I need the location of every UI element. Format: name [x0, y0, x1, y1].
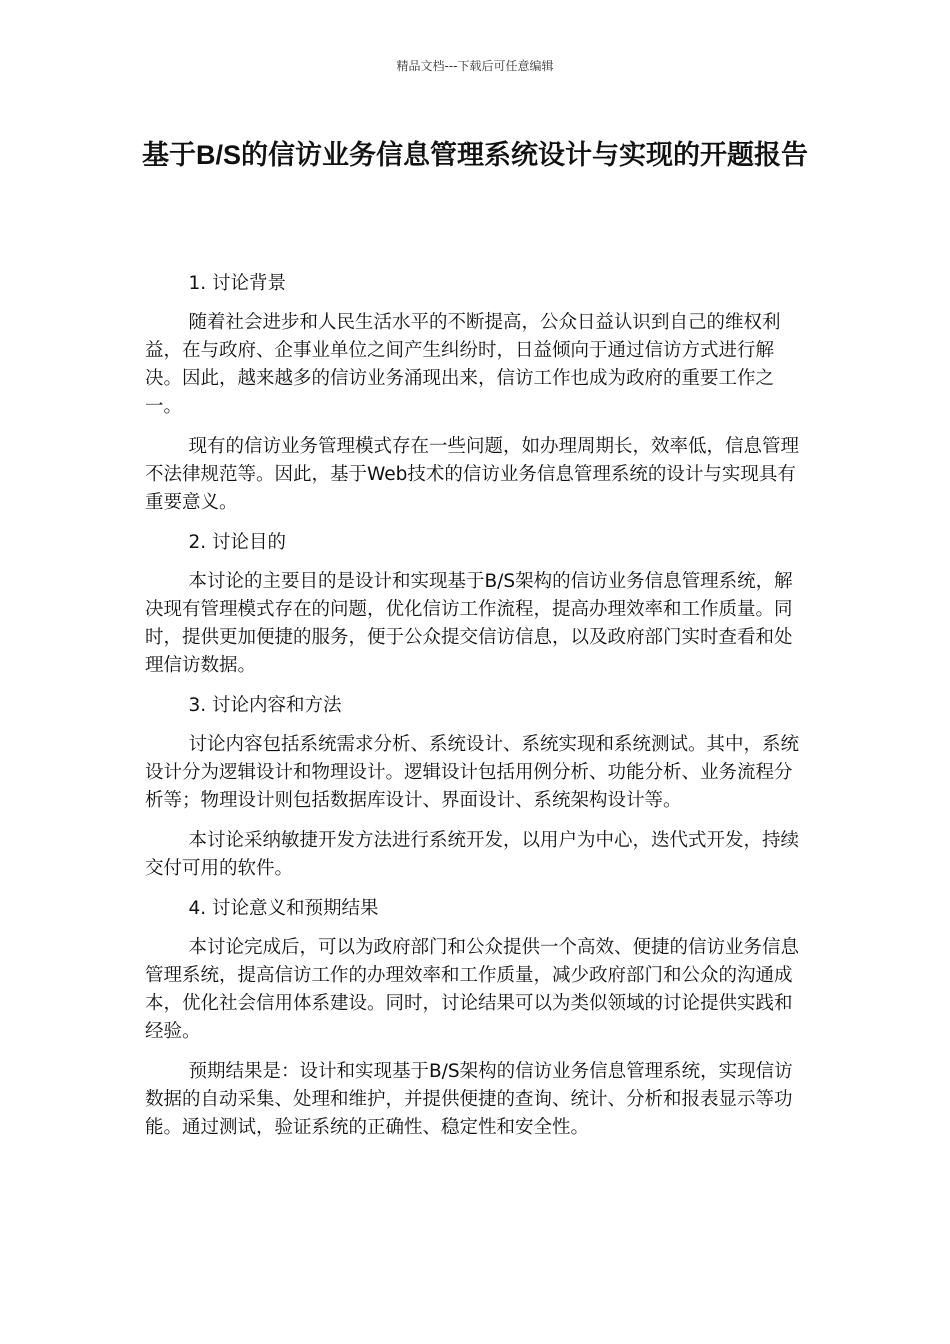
section-heading-significance-results: 4. 讨论意义和预期结果 — [188, 898, 379, 919]
paragraph: 本讨论完成后，可以为政府部门和公众提供一个高效、便捷的信访业务信息管理系统，提高信访工作的办理效率和工作质量，减少政府部门和公众的沟通成本，优化社会信用体系建设。同时，讨论结果可以为类似领域的讨论提供实践和经验。 — [145, 937, 799, 1042]
paragraph: 本讨论采纳敏捷开发方法进行系统开发，以用户为中心，迭代式开发，持续交付可用的软件。 — [145, 830, 799, 879]
paragraph: 预期结果是：设计和实现基于B/S架构的信访业务信息管理系统，实现信访数据的自动采集、处理和维护，并提供便捷的查询、统计、分析和报表显示等功能。通过测试，验证系统的正确性、稳定性和安全性。 — [145, 1061, 793, 1138]
page-header: 精品文档---下载后可任意编辑 — [396, 59, 554, 73]
paragraph: 现有的信访业务管理模式存在一些问题，如办理周期长，效率低，信息管理不法律规范等。因此，基于Web技术的信访业务信息管理系统的设计与实现具有重要意义。 — [145, 436, 799, 513]
paragraph: 讨论内容包括系统需求分析、系统设计、系统实现和系统测试。其中，系统设计分为逻辑设计和物理设计。逻辑设计包括用例分析、功能分析、业务流程分析等；物理设计则包括数据库设计、界面设计、系统架构设计等。 — [145, 734, 799, 811]
paragraph: 本讨论的主要目的是设计和实现基于B/S架构的信访业务信息管理系统，解决现有管理模式存在的问题，优化信访工作流程，提高办理效率和工作质量。同时，提供更加便捷的服务，便于公众提交信访信息，以及政府部门实时查看和处理信访数据。 — [145, 571, 793, 676]
document-title: 基于B/S的信访业务信息管理系统设计与实现的开题报告 — [141, 140, 808, 170]
section-heading-content-methods: 3. 讨论内容和方法 — [188, 695, 342, 716]
paragraph: 随着社会进步和人民生活水平的不断提高，公众日益认识到自己的维权利益，在与政府、企事业单位之间产生纠纷时，日益倾向于通过信访方式进行解决。因此，越来越多的信访业务涌现出来，信访工作也成为政府的重要工作之一。 — [145, 312, 781, 417]
section-heading-purpose: 2. 讨论目的 — [188, 532, 287, 553]
section-heading-background: 1. 讨论背景 — [188, 273, 287, 294]
document-body — [145, 270, 807, 1154]
